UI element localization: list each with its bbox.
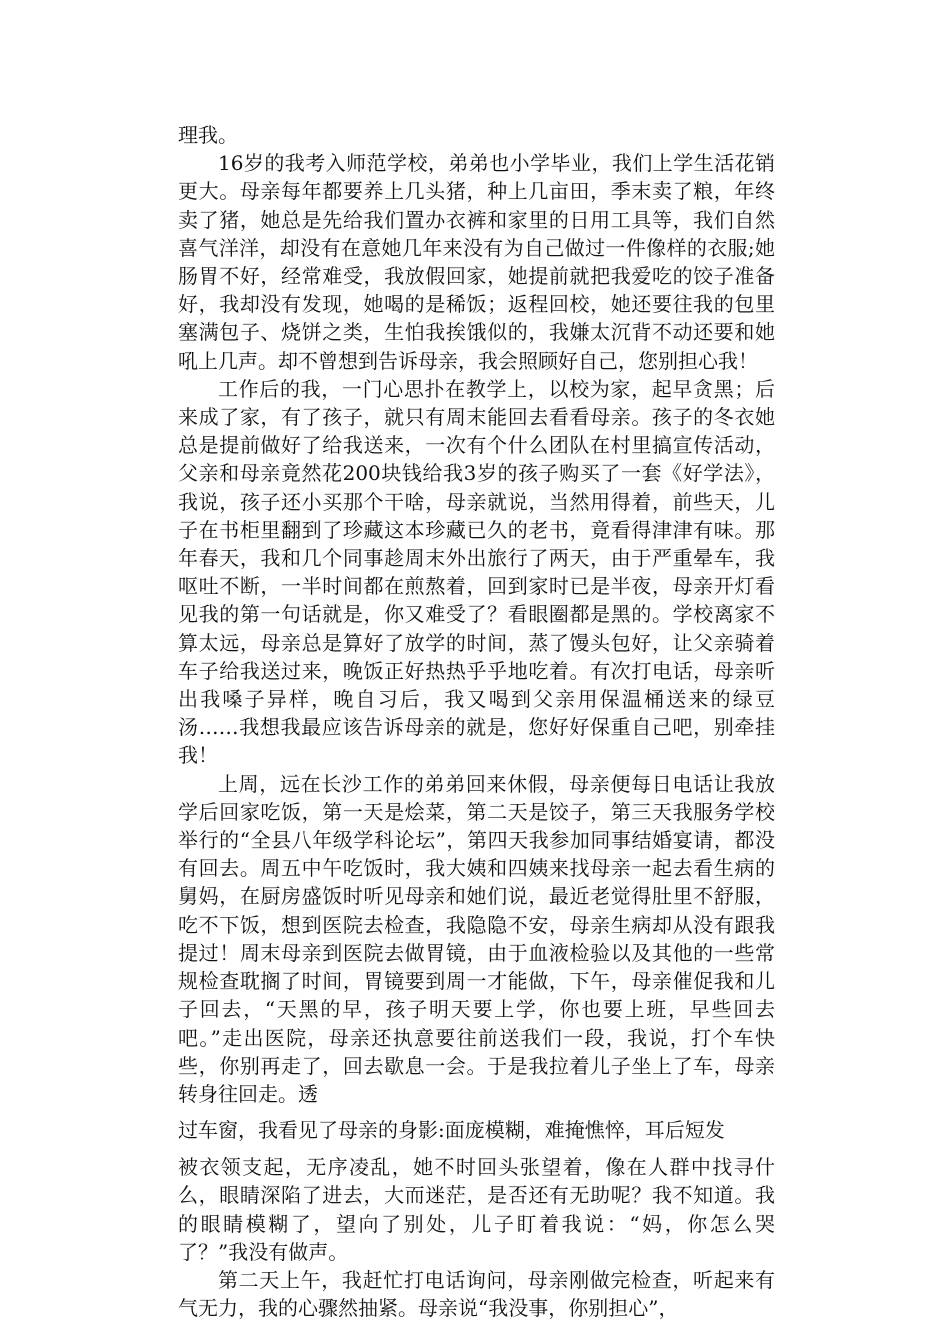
paragraph-continuation: 理我。	[178, 123, 238, 147]
paragraph-after-work: 工作后的我，一门心思扑在教学上，以校为家，起早贪黑；后来成了家，有了孩子，就只有周末能回去看看母亲。孩子的冬衣她总是提前做好了给我送来，一次有个什么团队在村里搞宣传活动，父亲和母亲竟然花200块钱给我3岁的孩子购买了一套《好学法》，我说，孩子还小买那个干啥，母亲就说，当然用得着，前些天，儿子在书柜里翻到了珍藏这本珍藏已久的老书，竟看得津津有味。那年春天，我和几个同事趁周末外出旅行了两天，由于严重晕车，我呕吐不断，一半时间都在煎熬着，回到家时已是半夜，母亲开灯看见我的第一句话就是，你又难受了？看眼圈都是黑的。学校离家不算太远，母亲总是算好了放学的时间，蒸了馒头包好，让父亲骑着车子给我送过来，晚饭正好热热乎乎地吃着。有次打电话，母亲听出我嗓子异样，晚自习后，我又喝到父亲用保温桶送来的绿豆汤……我想我最应该告诉母亲的就是，您好好保重自己吧，别牵挂我！	[178, 376, 775, 768]
paragraph-next-day: 第二天上午，我赶忙打电话询问，母亲刚做完检查，听起来有气无力，我的心骤然抽紧。母亲说“我没事，你别担心”，	[178, 1267, 775, 1321]
document-body	[178, 121, 775, 1322]
paragraph-last-week: 上周，远在长沙工作的弟弟回来休假，母亲便每日电话让我放学后回家吃饭，第一天是烩菜，第二天是饺子，第三天我服务学校举行的“全县八年级学科论坛”，第四天我参加同事结婚宴请，都没有回去。周五中午吃饭时，我大姨和四姨来找母亲一起去看生病的舅妈，在厨房盛饭时听见母亲和她们说，最近老觉得肚里不舒服，吃不下饭，想到医院去检查，我隐隐不安，母亲生病却从没有跟我提过！周末母亲到医院去做胃镜，由于血液检验以及其他的一些常规检查耽搁了时间，胃镜要到周一才能做，下午，母亲催促我和儿子回去，“天黑的早，孩子明天要上学，你也要上班，早些回去吧。”走出医院，母亲还执意要往前送我们一段，我说，打个车快些，你别再走了，回去歇息一会。于是我拉着儿子坐上了车，母亲转身往回走。透	[178, 771, 775, 1106]
paragraph-mothers-figure: 被衣领支起，无序凌乱，她不时回头张望着，像在人群中找寻什么，眼睛深陷了进去，大而迷茫，是否还有无助呢？我不知道。我的眼睛模糊了，望向了别处，儿子盯着我说：“妈，你怎么哭了？”我没有做声。	[178, 1155, 775, 1264]
paragraph-school-years: 16岁的我考入师范学校，弟弟也小学毕业，我们上学生活花销更大。母亲每年都要养上几头猪，种上几亩田，季末卖了粮，年终卖了猪，她总是先给我们置办衣裤和家里的日用工具等，我们自然喜气洋洋，却没有在意她几年来没有为自己做过一件像样的衣服;她肠胃不好，经常难受，我放假回家，她提前就把我爱吃的饺子准备好，我却没有发现，她喝的是稀饭；返程回校，她还要往我的包里塞满包子、烧饼之类，生怕我挨饿似的，我嫌太沉背不动还要和她吼上几声。却不曾想到告诉母亲，我会照顾好自己，您别担心我！	[178, 151, 775, 373]
paragraph-car-window-line: 过车窗，我看见了母亲的身影:面庞模糊，难掩憔悴，耳后短发	[178, 1118, 725, 1143]
